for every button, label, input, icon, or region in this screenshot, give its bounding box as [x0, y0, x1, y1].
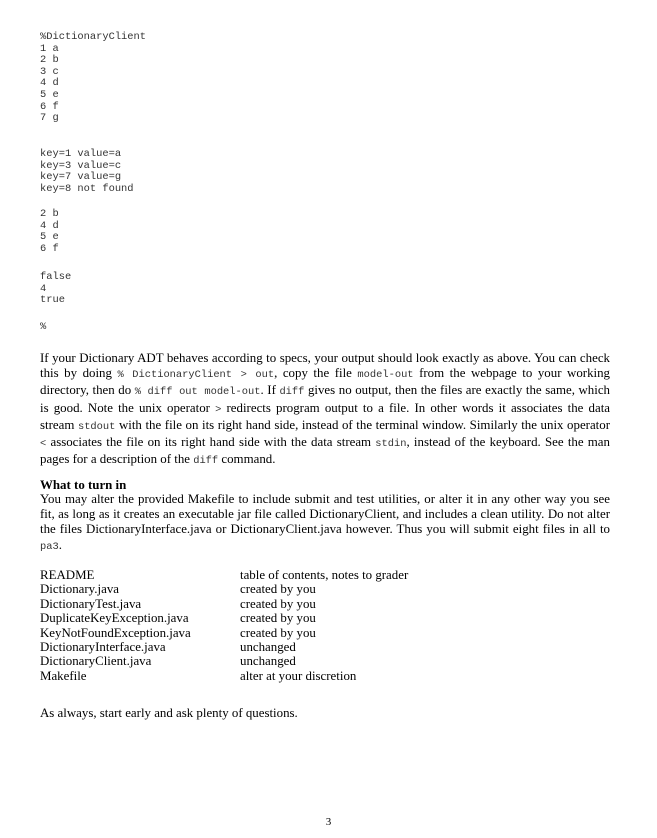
paragraph-text: , instead of the keyboard. See the man pages for a description of the [40, 435, 610, 467]
paragraph-text: redirects program output to a file. In other words it associates the data stream [40, 400, 610, 432]
terminal-output-remaining [40, 209, 59, 255]
inline-code: stdin [375, 438, 407, 451]
code-line: 2 b [40, 54, 59, 67]
closing-line: As always, start early and ask plenty of questions. [40, 706, 298, 720]
terminal-output-prompt [40, 32, 146, 125]
code-line: 3 c [40, 65, 59, 78]
paragraph-text: If your Dictionary ADT behaves according to specs, your output should look exactly as above. You can check this by doing [40, 351, 610, 381]
code-line: 5 e [40, 88, 59, 101]
file-note: created by you [240, 596, 316, 611]
file-note: unchanged [240, 639, 296, 654]
code-line: 4 [40, 282, 47, 295]
paragraph-text: from the webpage to your working directory, then do [40, 366, 610, 398]
inline-code: model-out [357, 369, 414, 382]
file-name: Makefile [40, 668, 87, 683]
file-name: Dictionary.java [40, 582, 119, 597]
inline-code: diff [193, 455, 219, 468]
inline-code: < [40, 438, 47, 451]
file-row [40, 669, 620, 683]
code-line: key=3 value=c [40, 159, 122, 172]
code-line: 6 f [40, 242, 59, 255]
paragraph-text: . If [260, 383, 280, 398]
file-row [40, 568, 620, 582]
file-note: alter at your discretion [240, 668, 357, 683]
paragraph-text: You may alter the provided Makefile to include submit and test utilities, or alter it in any other way you see fit, as long as it creates an executable jar file called DictionaryClient, and includes a clean utility. Do not alter the files DictionaryInterface.java or DictionaryClient.java however. Thus you will submit eight files in all to [40, 492, 610, 537]
file-name: DictionaryInterface.java [40, 639, 166, 654]
file-note: created by you [240, 625, 316, 640]
inline-code: pa3 [40, 540, 59, 553]
inline-code: > [215, 403, 222, 416]
paragraph-text: , copy the file [274, 366, 358, 381]
code-line: key=7 value=g [40, 171, 122, 184]
code-line: false [40, 271, 72, 283]
file-note: created by you [240, 582, 316, 597]
file-row [40, 582, 620, 596]
paragraph-text: gives no output, then the files are exactly the same, which is good. Note the unix operator [40, 383, 610, 415]
code-line: %DictionaryClient [40, 31, 147, 43]
terminal-final-prompt [40, 322, 46, 334]
file-row [40, 597, 620, 611]
inline-code: diff [279, 386, 305, 399]
terminal-output-lookups [40, 149, 134, 195]
file-note: unchanged [240, 654, 296, 669]
file-name: DictionaryClient.java [40, 654, 152, 669]
terminal-output-results [40, 272, 71, 307]
paragraph-text: with the file on its right hand side, instead of the terminal window. Similarly the unix operator [115, 417, 610, 432]
file-name: DictionaryTest.java [40, 596, 142, 611]
section-heading: What to turn in [40, 478, 127, 492]
submission-paragraph [40, 492, 610, 555]
code-line: 1 a [40, 42, 59, 55]
file-name: KeyNotFoundException.java [40, 625, 191, 640]
file-name: DuplicateKeyException.java [40, 611, 189, 626]
explanation-paragraph [40, 351, 610, 469]
code-line: 2 b [40, 208, 59, 220]
file-row [40, 611, 620, 625]
code-line: key=1 value=a [40, 148, 122, 160]
code-line: true [40, 294, 65, 307]
file-row [40, 640, 620, 654]
code-line: 4 d [40, 77, 59, 90]
code-line: key=8 not found [40, 182, 134, 195]
file-row [40, 626, 620, 640]
code-line: % [40, 321, 47, 333]
code-line: 5 e [40, 231, 59, 244]
file-row [40, 654, 620, 668]
file-list [40, 568, 620, 683]
inline-code: % diff out model-out [134, 386, 261, 399]
file-note: table of contents, notes to grader [240, 568, 409, 582]
code-line: 7 g [40, 112, 59, 125]
paragraph-text: . [58, 537, 62, 552]
inline-code: % DictionaryClient > out [117, 369, 275, 382]
code-line: 6 f [40, 100, 59, 113]
code-line: 4 d [40, 219, 59, 232]
page-number: 3 [325, 816, 332, 828]
file-name: README [40, 568, 95, 582]
paragraph-text: command. [218, 452, 276, 467]
file-note: created by you [240, 611, 316, 626]
inline-code: stdout [77, 420, 116, 433]
paragraph-text: associates the file on its right hand side with the data stream [46, 435, 376, 450]
